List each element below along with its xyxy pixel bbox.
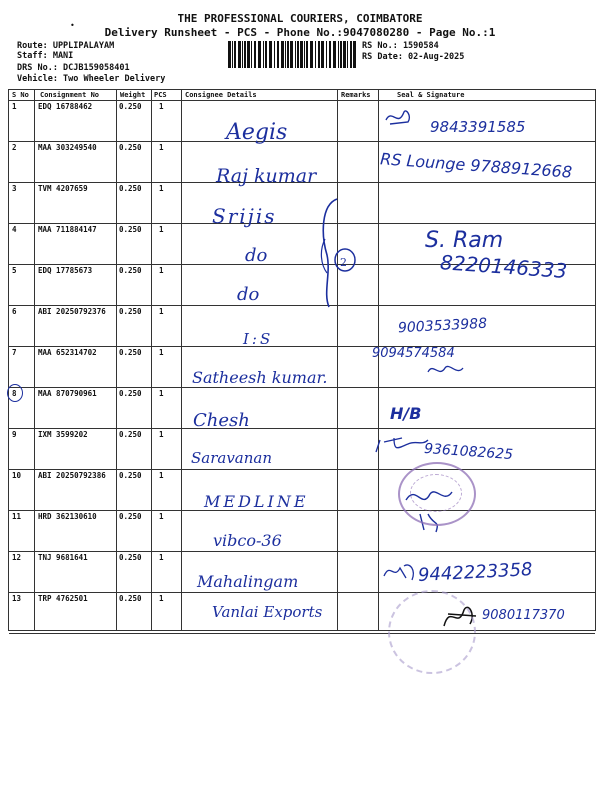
cell-consignment: ABI 20250792386	[38, 471, 106, 480]
cell-pcs: 1	[159, 266, 164, 275]
rs-date: RS Date: 02-Aug-2025	[362, 52, 465, 62]
cell-sno: 10	[12, 471, 22, 480]
sig-row-8: H/B	[390, 404, 422, 423]
cell-sno: 6	[12, 307, 17, 316]
cell-sno: 1	[12, 102, 17, 111]
runsheet-subtitle: Delivery Runsheet - PCS - Phone No.:9047080280 - Page No.:1	[104, 26, 496, 39]
hw-consignee-7: Satheesh kumar.	[192, 368, 328, 387]
cell-weight: 0.250	[119, 307, 142, 316]
cell-pcs: 1	[159, 225, 164, 234]
barcode-bar	[338, 41, 339, 68]
cell-sno: 4	[12, 225, 17, 234]
barcode-bar	[263, 41, 264, 68]
cell-sno: 13	[12, 594, 22, 603]
cell-consignment: EDQ 16788462	[38, 102, 93, 111]
header-weight: Weight	[120, 91, 146, 99]
barcode-bar	[343, 41, 346, 68]
cell-pcs: 1	[159, 184, 164, 193]
sig-row-12: 9442223358	[417, 559, 534, 586]
barcode-bar	[228, 41, 231, 68]
cell-pcs: 1	[159, 389, 164, 398]
barcode-bar	[285, 41, 286, 68]
barcode-bar	[274, 41, 275, 68]
rs-number: RS No.: 1590584	[362, 41, 439, 51]
route-label: Route: UPPLIPALAYAM	[17, 41, 115, 51]
bracket-number: 2	[340, 256, 347, 269]
cell-weight: 0.250	[119, 389, 142, 398]
header-pcs: PCS	[154, 91, 167, 99]
cell-consignment: TRP 4762501	[38, 594, 88, 603]
cell-weight: 0.250	[119, 184, 142, 193]
cell-pcs: 1	[159, 553, 164, 562]
barcode-bar	[329, 41, 331, 68]
barcode-bar	[304, 41, 305, 68]
sig-row-5: 8220146333	[439, 250, 568, 283]
sig-row-13: 9080117370	[482, 608, 565, 623]
cell-weight: 0.250	[119, 430, 142, 439]
cell-weight: 0.250	[119, 225, 142, 234]
cell-pcs: 1	[159, 307, 164, 316]
cell-sno: 7	[12, 348, 17, 357]
barcode-bar	[321, 41, 324, 68]
company-title: THE PROFESSIONAL COURIERS, COIMBATORE	[177, 12, 423, 25]
staff-label: Staff: MANI	[17, 51, 74, 61]
cell-weight: 0.250	[119, 143, 142, 152]
barcode-bar	[315, 41, 316, 68]
sig-row-2: RS Lounge 9788912668	[379, 149, 573, 182]
barcode	[228, 41, 356, 68]
barcode-bar	[244, 41, 246, 68]
barcode-bar	[295, 41, 296, 68]
barcode-bar	[347, 41, 348, 68]
cell-pcs: 1	[159, 512, 164, 521]
hw-consignee-12: Mahalingam	[197, 572, 299, 591]
barcode-bar	[310, 41, 313, 68]
hw-consignee-2: Raj kumar	[216, 165, 317, 187]
table-row	[9, 182, 595, 224]
cell-consignment: MAA 870790961	[38, 389, 97, 398]
barcode-bar	[300, 41, 303, 68]
hw-consignee-13: Vanlai Exports	[212, 603, 323, 621]
barcode-bar	[353, 41, 356, 68]
sig-row-7: 9094574584	[372, 346, 455, 361]
hw-consignee-4: do	[245, 245, 268, 266]
header-sno: S No	[12, 91, 29, 99]
cell-sno: 3	[12, 184, 17, 193]
cell-consignment: TVM 4207659	[38, 184, 88, 193]
vehicle-label: Vehicle: Two Wheeler Delivery	[17, 74, 166, 84]
barcode-bar	[287, 41, 289, 68]
hw-consignee-10: MEDLINE	[204, 492, 309, 511]
cell-pcs: 1	[159, 143, 164, 152]
cell-weight: 0.250	[119, 553, 142, 562]
barcode-bar	[258, 41, 261, 68]
cell-consignment: HRD 362130610	[38, 512, 97, 521]
hw-consignee-11: vibco-36	[213, 531, 282, 550]
barcode-bar	[281, 41, 284, 68]
cell-weight: 0.250	[119, 594, 142, 603]
table-row	[9, 387, 595, 429]
table-row	[9, 305, 595, 347]
cell-sno: 8	[12, 389, 17, 398]
cell-consignment: EDQ 17785673	[38, 266, 93, 275]
cell-weight: 0.250	[119, 266, 142, 275]
barcode-bar	[318, 41, 320, 68]
company-stamp-2	[388, 590, 476, 674]
cell-consignment: TNJ 9681641	[38, 553, 88, 562]
dot-mark: •	[70, 21, 75, 30]
cell-consignment: MAA 303249540	[38, 143, 97, 152]
cell-sno: 9	[12, 430, 17, 439]
cell-pcs: 1	[159, 594, 164, 603]
cell-sno: 12	[12, 553, 22, 562]
barcode-bar	[238, 41, 241, 68]
cell-consignment: ABI 20250792376	[38, 307, 106, 316]
cell-consignment: IXM 3599202	[38, 430, 88, 439]
header-consignment: Consignment No	[40, 91, 100, 99]
drs-label: DRS No.: DCJB159058401	[17, 63, 130, 73]
cell-pcs: 1	[159, 430, 164, 439]
bracket-mark	[315, 195, 360, 310]
signature-scribble-9	[372, 432, 432, 456]
cell-weight: 0.250	[119, 102, 142, 111]
hw-consignee-3: Srijis	[212, 204, 277, 228]
barcode-bar	[269, 41, 272, 68]
barcode-bar	[326, 41, 327, 68]
cell-weight: 0.250	[119, 348, 142, 357]
header-consignee: Consignee Details	[185, 91, 257, 99]
hw-consignee-8: Chesh	[193, 410, 250, 431]
signature-scribble-1	[384, 106, 414, 128]
barcode-bar	[297, 41, 299, 68]
header-seal: Seal & Signature	[397, 91, 465, 99]
hw-consignee-9: Saravanan	[191, 449, 273, 467]
barcode-bar	[333, 41, 336, 68]
barcode-bar	[340, 41, 342, 68]
barcode-bar	[306, 41, 308, 68]
row-circle-mark	[7, 384, 23, 402]
barcode-bar	[290, 41, 293, 68]
sig-row-4: S. Ram	[425, 228, 504, 253]
signature-scribble-12	[380, 558, 420, 584]
cell-pcs: 1	[159, 102, 164, 111]
hw-consignee-6: I:S	[243, 330, 274, 348]
hw-consignee-5: do	[237, 284, 260, 305]
company-stamp-1-inner	[410, 474, 462, 512]
barcode-bar	[350, 41, 352, 68]
cell-sno: 11	[12, 512, 22, 521]
sig-row-1: 9843391585	[430, 118, 526, 136]
header-remarks: Remarks	[341, 91, 371, 99]
barcode-bar	[247, 41, 250, 68]
cell-weight: 0.250	[119, 512, 142, 521]
cell-consignment: MAA 652314702	[38, 348, 97, 357]
barcode-bar	[254, 41, 256, 68]
cell-sno: 2	[12, 143, 17, 152]
barcode-bar	[277, 41, 279, 68]
cell-weight: 0.250	[119, 471, 142, 480]
barcode-bar	[265, 41, 267, 68]
hw-consignee-1: Aegis	[226, 120, 288, 145]
sig-row-6: 9003533988	[397, 315, 488, 337]
table-row	[9, 510, 595, 552]
barcode-bar	[242, 41, 243, 68]
signature-scribble-7	[425, 360, 465, 380]
cell-pcs: 1	[159, 471, 164, 480]
cell-pcs: 1	[159, 348, 164, 357]
cell-consignment: MAA 711884147	[38, 225, 97, 234]
sig-row-9: 9361082625	[423, 440, 514, 464]
barcode-bar	[232, 41, 233, 68]
barcode-bar	[251, 41, 252, 68]
barcode-bar	[234, 41, 236, 68]
cell-sno: 5	[12, 266, 17, 275]
